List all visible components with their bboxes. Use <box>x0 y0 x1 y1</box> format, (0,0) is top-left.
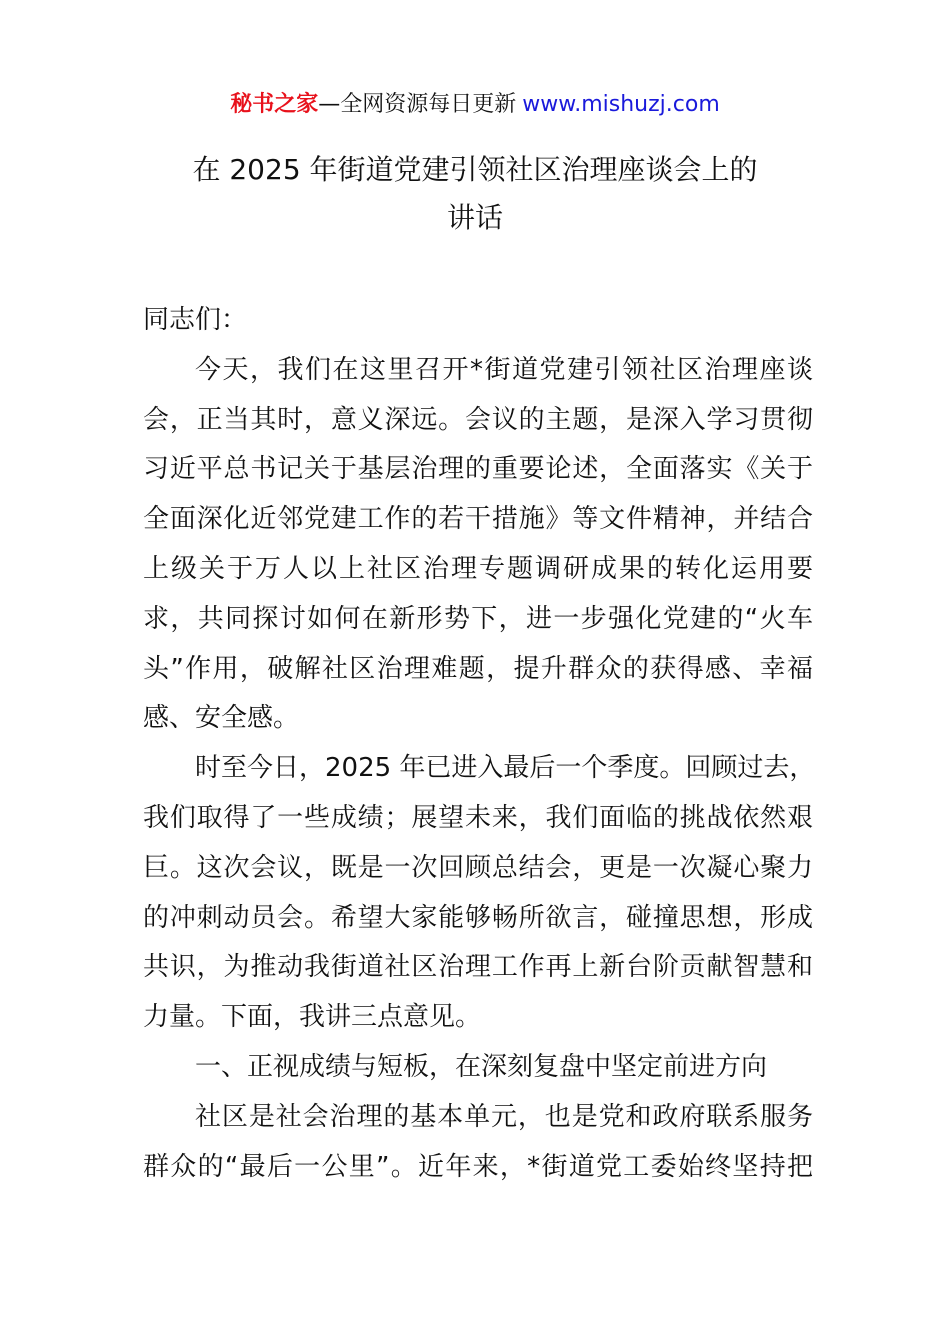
paragraph-3-line: 群众的“最后一公里”。近年来，*街道党工委始终坚持把 <box>143 1151 813 1182</box>
paragraph-2-line: 力量。下面，我讲三点意见。 <box>143 1002 482 1033</box>
title-line: 在 2025 年街道党建引领社区治理座谈会上的 <box>192 153 758 186</box>
salutation: 同志们： <box>143 305 248 335</box>
section-heading: 一、正视成绩与短板，在深刻复盘中坚定前进方向 <box>195 1051 768 1082</box>
paragraph-1-line: 今天，我们在这里召开*街道党建引领社区治理座谈 <box>195 354 813 385</box>
paragraph-2-line: 的冲刺动员会。希望大家能够畅所欲言，碰撞思想，形成 <box>143 902 813 933</box>
paragraph-1-line: 求，共同探讨如何在新形势下，进一步强化党建的“火车 <box>143 603 813 634</box>
title-line: 讲话 <box>446 201 503 234</box>
document-title <box>140 146 810 242</box>
paragraph-1-line: 习近平总书记关于基层治理的重要论述，全面落实《关于 <box>143 454 813 485</box>
brand-name: 秘书之家 <box>230 92 319 117</box>
paragraph-1-line: 会，正当其时，意义深远。会议的主题，是深入学习贯彻 <box>143 404 813 435</box>
paragraph-3-line: 社区是社会治理的基本单元，也是党和政府联系服务 <box>195 1101 813 1132</box>
paragraph-2-line: 我们取得了一些成绩；展望未来，我们面临的挑战依然艰 <box>143 802 813 833</box>
paragraph-1-line: 全面深化近邻党建工作的若干措施》等文件精神，并结合 <box>143 504 813 535</box>
paragraph-1-line: 感、安全感。 <box>143 703 300 734</box>
paragraph-2-line: 共识，为推动我街道社区治理工作再上新台阶贡献智慧和 <box>143 952 813 983</box>
document-body <box>143 296 816 1192</box>
header-banner <box>0 88 950 122</box>
header-slogan: —全网资源每日更新 <box>318 92 517 117</box>
paragraph-2-line: 时至今日，2025 年已进入最后一个季度。回顾过去， <box>195 753 816 784</box>
paragraph-1-line: 头”作用，破解社区治理难题，提升群众的获得感、幸福 <box>143 653 813 684</box>
paragraph-1-line: 上级关于万人以上社区治理专题调研成果的转化运用要 <box>143 553 813 584</box>
paragraph-2-line: 巨。这次会议，既是一次回顾总结会，更是一次凝心聚力 <box>143 852 813 883</box>
site-url-link[interactable]: www.mishuzj.com <box>522 92 720 117</box>
